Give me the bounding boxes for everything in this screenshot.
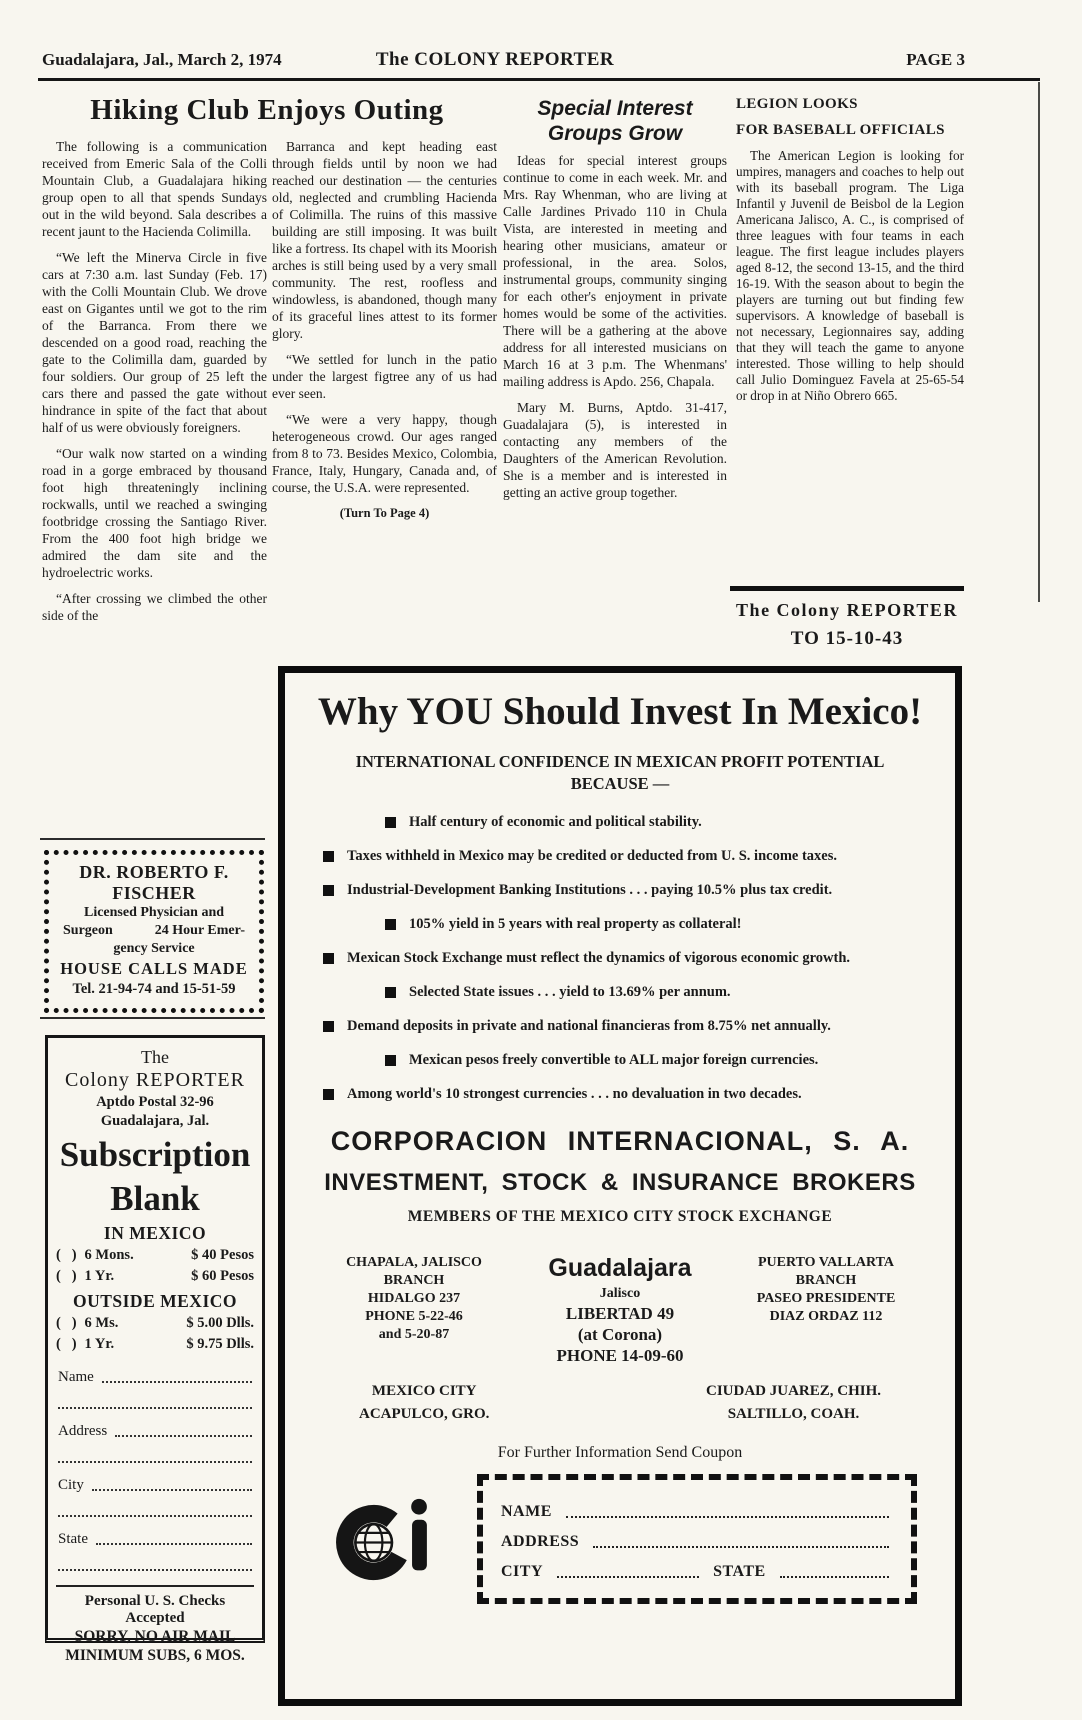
fischer-physician-ad	[44, 850, 264, 1013]
coupon-address-field	[501, 1531, 893, 1552]
checkbox-blank: ( )	[56, 1268, 77, 1284]
bullet-text: Mexican Stock Exchange must reflect the dynamics of vigorous economic growth.	[347, 950, 851, 966]
outside-mexico-header: OUTSIDE MEXICO	[72, 1291, 238, 1311]
rate-row	[48, 1313, 262, 1334]
ad-bullet-list	[311, 813, 929, 1104]
divider-rule	[40, 838, 265, 840]
bullet-item	[385, 1051, 929, 1070]
masthead-title: The COLONY REPORTER	[375, 49, 615, 70]
bullet-text: Industrial-Development Banking Institutions . . . paying 10.5% plus tax credit.	[347, 882, 833, 898]
reporter-box-line: TO 15-10-43	[790, 628, 904, 649]
rate-row	[48, 1245, 262, 1266]
paragraph: “We settled for lunch in the patio under the largest figtree any of us had ever seen.	[272, 352, 497, 401]
square-bullet-icon	[323, 885, 334, 896]
ci-globe-logo	[337, 1491, 433, 1587]
branch-line: and 5-20-87	[378, 1327, 450, 1342]
coupon-box	[477, 1474, 917, 1604]
title-line: LEGION LOOKS	[736, 96, 858, 112]
checkbox-blank: ( )	[56, 1315, 77, 1331]
rate-row	[48, 1334, 262, 1355]
form-field-state	[48, 1529, 262, 1549]
title-line: Groups Grow	[547, 122, 683, 145]
physician-name: FISCHER	[112, 883, 196, 903]
rate-term: 1 Yr.	[84, 1336, 115, 1352]
paragraph: “Our walk now started on a winding road in a gorge embraced by thousand foot high threateningly inclining rockwalls, until we reached a swinging footbridge crossing the Santiago River. From the 400 foot high bridge we admired the dam site and the hydroelectric works.	[42, 446, 267, 580]
branch-city-name: Guadalajara	[548, 1254, 692, 1282]
branch-line: Jalisco	[599, 1286, 641, 1301]
ci-globe-logo-svg	[337, 1491, 433, 1587]
bullet-item	[323, 881, 929, 900]
square-bullet-icon	[323, 1021, 334, 1032]
fill-in-line	[58, 1513, 252, 1517]
physician-phone: Tel. 21-94-74 and 15-51-59	[72, 981, 236, 997]
bullet-text: Taxes withheld in Mexico may be credited or deducted from U. S. income taxes.	[347, 848, 838, 864]
physician-name: DR. ROBERTO F.	[79, 862, 229, 882]
branch-line: BRANCH	[383, 1273, 445, 1288]
square-bullet-icon	[385, 919, 396, 930]
fill-in-line	[115, 1435, 252, 1437]
reporter-box-line: The Colony REPORTER	[736, 600, 958, 620]
bullet-item	[385, 915, 929, 934]
subscription-title: Blank	[110, 1179, 200, 1218]
field-label: Name	[58, 1369, 94, 1385]
city-line: MEXICO CITY	[371, 1383, 477, 1399]
city-line: CIUDAD JUAREZ, CHIH.	[705, 1383, 881, 1399]
fill-in-line	[102, 1381, 252, 1383]
paragraph: The following is a communication received from Emeric Sala of the Colli Mountain Club, a Guadalajara hiking group open to all that spends Sundays out in the wild beyond. Sala describes a recent jaunt to the Hacienda Colimilla.	[42, 139, 267, 239]
hiking-article-title: Hiking Club Enjoys Outing	[90, 94, 444, 126]
subscription-blank-box	[45, 1035, 265, 1664]
special-interest-title	[503, 96, 727, 146]
in-mexico-header: IN MEXICO	[103, 1223, 207, 1243]
turn-to-page-note: (Turn To Page 4)	[339, 506, 430, 520]
branch-line: CHAPALA, JALISCO	[346, 1255, 482, 1270]
description-text: 24 Hour Emer-	[154, 923, 245, 938]
fill-in-line	[58, 1567, 252, 1571]
form-field-name	[48, 1367, 262, 1387]
rate-term: 1 Yr.	[84, 1268, 115, 1284]
physician-description	[53, 922, 255, 940]
divider-rule	[40, 1017, 265, 1019]
house-calls-text: HOUSE CALLS MADE	[60, 959, 248, 978]
fill-in-line	[557, 1576, 699, 1578]
bullet-item	[323, 949, 929, 968]
scan-edge-line	[1038, 82, 1040, 602]
bullet-text: Half century of economic and political stability.	[409, 814, 702, 830]
field-label: CITY	[501, 1563, 544, 1580]
branch-line: PHONE 5-22-46	[365, 1309, 463, 1324]
paper-address: Aptdo Postal 32-96	[96, 1094, 214, 1110]
divider-rule	[56, 1585, 254, 1587]
branch-chapala	[311, 1254, 517, 1366]
square-bullet-icon	[323, 1089, 334, 1100]
paper-name-line: Colony REPORTER	[65, 1069, 245, 1091]
other-cities	[311, 1380, 929, 1426]
masthead-date: Guadalajara, Jal., March 2, 1974	[42, 50, 282, 69]
paragraph: “We were a very happy, though heterogeneous crowd. Our ages ranged from 8 to 73. Besides Mexico, Colombia, France, Italy, Hungary, Canada and, of course, the U.S.A. were represented.	[272, 412, 497, 495]
ad-subheadline	[311, 751, 929, 795]
company-tagline: INVESTMENT, STOCK & INSURANCE BROKERS	[324, 1169, 916, 1196]
special-interest-column	[503, 152, 727, 510]
subheadline-line: INTERNATIONAL CONFIDENCE IN MEXICAN PROFIT POTENTIAL	[355, 752, 885, 771]
physician-description: gency Service	[113, 941, 195, 956]
branch-puerto-vallarta	[723, 1254, 929, 1366]
rate-price: $ 5.00 Dlls.	[186, 1315, 254, 1331]
branch-listing	[311, 1254, 929, 1366]
paragraph: Barranca and kept heading east through fields until by noon we had reached our destination — the centuries old, neglected and crumbling Hacienda of Colimilla. The ruins of this massive building are still imposing. It was built like a fortress. Its chapel with its Moorish arches is still being used by a very small community. The rest, roofless and windowless, is abandoned, though many of its graceful lines attest to its former glory.	[272, 139, 497, 341]
paper-name-line: The	[141, 1047, 169, 1067]
members-line: MEMBERS OF THE MEXICO CITY STOCK EXCHANGE	[407, 1208, 833, 1225]
field-label: State	[58, 1531, 88, 1547]
coupon-name-field	[501, 1501, 893, 1522]
form-field-address	[48, 1421, 262, 1441]
field-label: ADDRESS	[501, 1533, 580, 1550]
square-bullet-icon	[323, 851, 334, 862]
fill-in-line	[96, 1543, 252, 1545]
square-bullet-icon	[323, 953, 334, 964]
city-line: ACAPULCO, GRO.	[359, 1406, 490, 1422]
rate-price: $ 9.75 Dlls.	[186, 1336, 254, 1352]
colony-reporter-box	[730, 586, 964, 650]
branch-line: HIDALGO 237	[367, 1291, 461, 1306]
header-rule	[38, 78, 1040, 81]
paragraph: The American Legion is looking for umpires, managers and coaches to help out with its baseball program. The Liga Infantil y Juvenil de Beisbol de la Legion Americana Jalisco, A. C., is comprised of three leagues with four teams in each league. The first league includes players aged 8-12, the second 13-15, and the third 16-19. With the season about to begin the players are turning out but finding few supervisors. A knowledge of baseball is not necessary, Legionnaires say, adding that they will teach the game to anyone interested. Those willing to help should call Julio Dominguez Favela at 25-65-54 or drop in at Niño Obrero 665.	[736, 148, 964, 403]
branch-line: BRANCH	[795, 1273, 857, 1288]
field-label: Address	[58, 1423, 108, 1439]
bullet-text: Selected State issues . . . yield to 13.69% per annum.	[409, 984, 731, 1000]
paper-address: Guadalajara, Jal.	[100, 1113, 210, 1129]
legion-column	[736, 148, 964, 413]
hiking-column-2	[272, 138, 497, 531]
field-label: NAME	[501, 1503, 552, 1520]
description-text: Surgeon	[63, 923, 113, 938]
subscription-footer-text: SORRY, NO AIR MAIL	[74, 1628, 236, 1645]
company-name: CORPORACION INTERNACIONAL, S. A.	[330, 1126, 910, 1156]
legion-article-title	[736, 96, 964, 148]
bullet-text: Among world's 10 strongest currencies . . . no devaluation in two decades.	[347, 1086, 802, 1102]
bullet-item	[323, 847, 929, 866]
bullet-item	[323, 1017, 929, 1036]
bullet-item	[385, 983, 929, 1002]
paragraph: “We left the Minerva Circle in five cars at 7:30 a.m. last Sunday (Feb. 17) with the Colli Mountain Club. We drove east on Gigantes until we got to the rim of the Barranca. From there we descended on a good road, reaching the gate to the Colimilla dam, guarded by four soldiers. Our group of 25 left the cars there and passed the gate without hindrance in spite of the fact that about half of us were obviously foreigners.	[42, 250, 267, 435]
rate-row	[48, 1266, 262, 1287]
city-line: SALTILLO, COAH.	[727, 1406, 860, 1422]
square-bullet-icon	[385, 1055, 396, 1066]
invest-in-mexico-ad	[278, 666, 962, 1706]
branch-line: PASEO PRESIDENTE	[756, 1291, 896, 1306]
checkbox-blank: ( )	[56, 1336, 77, 1352]
coupon-section	[311, 1474, 929, 1604]
subscription-title: Subscription	[59, 1135, 251, 1174]
checkbox-blank: ( )	[56, 1247, 77, 1263]
bullet-item	[385, 813, 929, 832]
square-bullet-icon	[385, 987, 396, 998]
fill-in-line	[593, 1546, 889, 1548]
square-bullet-icon	[385, 817, 396, 828]
bullet-item	[323, 1085, 929, 1104]
fill-in-line	[58, 1405, 252, 1409]
hiking-column-1	[42, 138, 267, 633]
rate-price: $ 60 Pesos	[191, 1268, 254, 1284]
coupon-city-state-field	[501, 1561, 893, 1582]
page-number: PAGE 3	[906, 50, 965, 69]
field-label: STATE	[713, 1563, 766, 1580]
bullet-text: 105% yield in 5 years with real property as collateral!	[409, 916, 742, 932]
paragraph: “After crossing we climbed the other side of the	[42, 591, 267, 623]
branch-guadalajara	[517, 1254, 723, 1366]
rate-price: $ 40 Pesos	[191, 1247, 254, 1263]
coupon-instruction: For Further Information Send Coupon	[497, 1444, 743, 1461]
fill-in-line	[58, 1459, 252, 1463]
cities-left	[359, 1380, 489, 1426]
subscription-footer-text: MINIMUM SUBS, 6 MOS.	[65, 1647, 245, 1664]
rate-term: 6 Mons.	[84, 1247, 134, 1263]
fill-in-line	[92, 1489, 252, 1491]
form-field-city	[48, 1475, 262, 1495]
branch-line: DIAZ ORDAZ 112	[769, 1309, 883, 1324]
rate-term: 6 Ms.	[84, 1315, 119, 1331]
fill-in-line	[566, 1516, 889, 1518]
paragraph: Mary M. Burns, Aptdo. 31-417, Guadalajara (5), is interested in contacting any members of the Daughters of the American Revolution. She is a member and is interested in getting an active group together.	[503, 400, 727, 500]
branch-line: PHONE 14-09-60	[556, 1346, 684, 1365]
branch-line: PUERTO VALLARTA	[757, 1255, 895, 1270]
title-line: Special Interest	[537, 97, 693, 120]
fill-in-line	[780, 1576, 889, 1578]
bullet-text: Demand deposits in private and national financieras from 8.75% net annually.	[347, 1018, 831, 1034]
physician-description: Licensed Physician and	[83, 905, 225, 920]
ad-headline: Why YOU Should Invest In Mexico!	[317, 690, 923, 733]
subscription-footer-text: Accepted	[125, 1610, 185, 1626]
branch-line: LIBERTAD 49	[565, 1304, 675, 1323]
branch-line: (at Corona)	[577, 1325, 663, 1344]
field-label: City	[58, 1477, 84, 1493]
bullet-text: Mexican pesos freely convertible to ALL major foreign currencies.	[409, 1052, 819, 1068]
title-line: FOR BASEBALL OFFICIALS	[736, 122, 945, 138]
cities-right	[706, 1380, 881, 1426]
subheadline-line: BECAUSE —	[570, 774, 670, 793]
paragraph: Ideas for special interest groups continue to come in each week. Mr. and Mrs. Ray Whenman, who are living at Calle Jardines Privado 110 in Chula Vista, are interested in meeting and hearing other musicians, amateur or professional, in the area. Solos, instrumental groups, community singing for each other's enjoyment in private homes would be some of the activities. There will be a gathering at the above address for all interested musicians on March 16 at 3 p.m. The Whenmans' mailing address is Apdo. 256, Chapala.	[503, 153, 727, 389]
subscription-footer-text: Personal U. S. Checks	[84, 1593, 226, 1609]
